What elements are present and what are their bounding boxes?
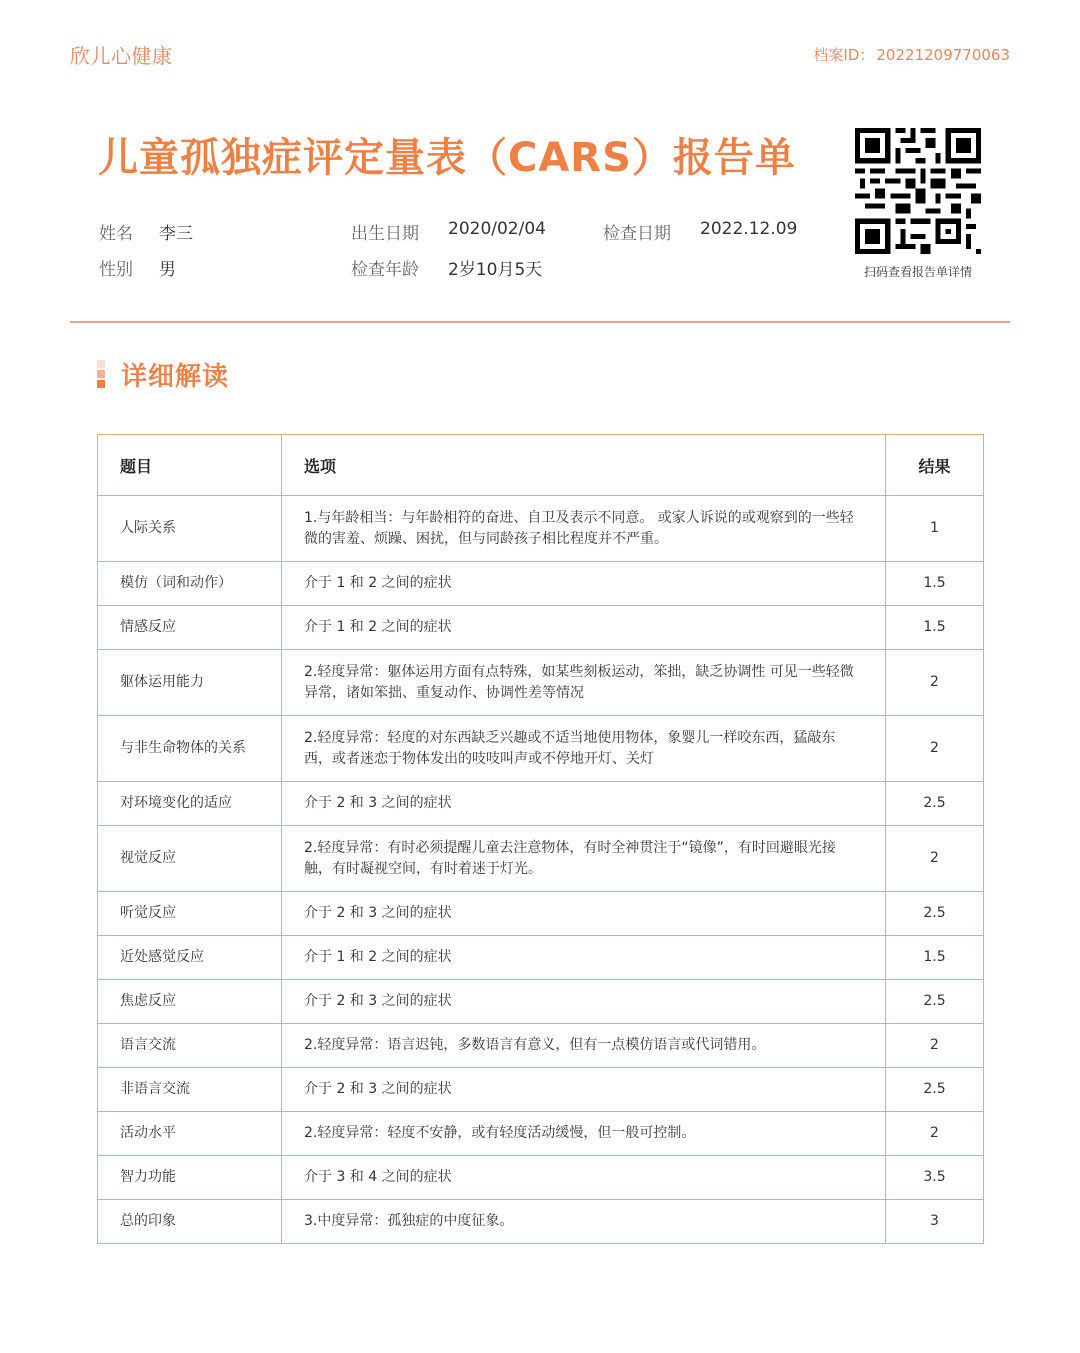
archive-id [811, 44, 1010, 65]
table-row [98, 716, 984, 782]
header-item: 题目 [98, 435, 282, 496]
row-item: 听觉反应 [98, 892, 282, 936]
info-exam-date [603, 219, 798, 244]
row-option: 2.轻度异常：有时必须提醒儿童去注意物体，有时全神贯注于“镜像”，有时回避眼光接触，有时凝视空间，有时着迷于灯光。 [282, 826, 886, 892]
info-birth [351, 219, 546, 244]
exam-date-value: 2022.12.09 [700, 219, 798, 239]
section-title: 详细解读 [121, 361, 230, 392]
row-score: 3.5 [886, 1156, 984, 1200]
row-score: 2 [886, 1112, 984, 1156]
row-score: 2.5 [886, 980, 984, 1024]
table-row [98, 496, 984, 562]
age-label: 检查年龄 [351, 260, 419, 280]
row-item: 非语言交流 [98, 1068, 282, 1112]
section-header [97, 356, 229, 392]
info-gender [99, 255, 176, 280]
archive-id-value: 20221209770063 [876, 46, 1010, 64]
row-score: 2 [886, 650, 984, 716]
header-option: 选项 [282, 435, 886, 496]
row-option: 介于 1 和 2 之间的症状 [282, 562, 886, 606]
table-row [98, 1112, 984, 1156]
table-row [98, 1068, 984, 1112]
row-option: 介于 1 和 2 之间的症状 [282, 606, 886, 650]
row-option: 介于 1 和 2 之间的症状 [282, 936, 886, 980]
table-row [98, 782, 984, 826]
row-score: 1.5 [886, 606, 984, 650]
age-value: 2岁10月5天 [448, 260, 543, 280]
row-score: 1.5 [886, 936, 984, 980]
row-item: 总的印象 [98, 1200, 282, 1244]
row-item: 焦虑反应 [98, 980, 282, 1024]
report-title: 儿童孤独症评定量表（CARS）报告单 [98, 135, 796, 181]
row-score: 3 [886, 1200, 984, 1244]
row-item: 躯体运用能力 [98, 650, 282, 716]
name-value: 李三 [159, 224, 193, 244]
qr-code-icon[interactable] [855, 128, 981, 254]
row-item: 模仿（词和动作） [98, 562, 282, 606]
table-row [98, 1024, 984, 1068]
row-score: 2 [886, 826, 984, 892]
detail-table [97, 434, 984, 1244]
row-option: 介于 3 和 4 之间的症状 [282, 1156, 886, 1200]
row-score: 2.5 [886, 892, 984, 936]
table-row [98, 936, 984, 980]
table-row [98, 1156, 984, 1200]
row-option: 2.轻度异常：轻度的对东西缺乏兴趣或不适当地使用物体，象婴儿一样咬东西，猛敲东西，或者迷恋于物体发出的吱吱叫声或不停地开灯、关灯 [282, 716, 886, 782]
row-option: 2.轻度异常：躯体运用方面有点特殊，如某些刻板运动，笨拙，缺乏协调性 可见一些轻微异常，诸如笨拙、重复动作、协调性差等情况 [282, 650, 886, 716]
row-item: 与非生命物体的关系 [98, 716, 282, 782]
gender-label: 性别 [99, 260, 133, 280]
row-item: 视觉反应 [98, 826, 282, 892]
row-option: 介于 2 和 3 之间的症状 [282, 782, 886, 826]
row-option: 2.轻度异常：语言迟钝，多数语言有意义，但有一点模仿语言或代词错用。 [282, 1024, 886, 1068]
info-name [99, 219, 193, 244]
row-option: 2.轻度异常：轻度不安静，或有轻度活动缓慢，但一般可控制。 [282, 1112, 886, 1156]
table-row [98, 1200, 984, 1244]
row-score: 2 [886, 1024, 984, 1068]
row-option: 介于 2 和 3 之间的症状 [282, 1068, 886, 1112]
row-item: 语言交流 [98, 1024, 282, 1068]
table-row [98, 650, 984, 716]
archive-id-label: 档案ID： [813, 46, 875, 64]
birth-label: 出生日期 [351, 224, 419, 244]
row-option: 3.中度异常：孤独症的中度征象。 [282, 1200, 886, 1244]
row-item: 人际关系 [98, 496, 282, 562]
qr-block [855, 128, 981, 280]
row-option: 介于 2 和 3 之间的症状 [282, 980, 886, 1024]
row-score: 2 [886, 716, 984, 782]
row-score: 2.5 [886, 1068, 984, 1112]
table-row [98, 980, 984, 1024]
table-header-row [98, 435, 984, 496]
section-marker-icon [97, 360, 105, 388]
info-age [351, 255, 543, 280]
birth-value: 2020/02/04 [448, 219, 546, 239]
row-score: 1 [886, 496, 984, 562]
qr-caption: 扫码查看报告单详情 [863, 265, 972, 279]
row-option: 介于 2 和 3 之间的症状 [282, 892, 886, 936]
exam-date-label: 检查日期 [603, 224, 671, 244]
table-row [98, 606, 984, 650]
brand-name: 欣儿心健康 [70, 44, 173, 68]
row-score: 1.5 [886, 562, 984, 606]
row-option: 1.与年龄相当：与年龄相符的奋进、自卫及表示不同意。 或家人诉说的或观察到的一些轻微的害羞、烦躁、困扰，但与同龄孩子相比程度并不严重。 [282, 496, 886, 562]
row-item: 对环境变化的适应 [98, 782, 282, 826]
table-row [98, 562, 984, 606]
table-row [98, 892, 984, 936]
divider [70, 321, 1010, 323]
name-label: 姓名 [99, 224, 133, 244]
row-item: 情感反应 [98, 606, 282, 650]
header-score: 结果 [886, 435, 984, 496]
row-item: 活动水平 [98, 1112, 282, 1156]
row-score: 2.5 [886, 782, 984, 826]
gender-value: 男 [159, 260, 176, 280]
table-row [98, 826, 984, 892]
row-item: 智力功能 [98, 1156, 282, 1200]
row-item: 近处感觉反应 [98, 936, 282, 980]
